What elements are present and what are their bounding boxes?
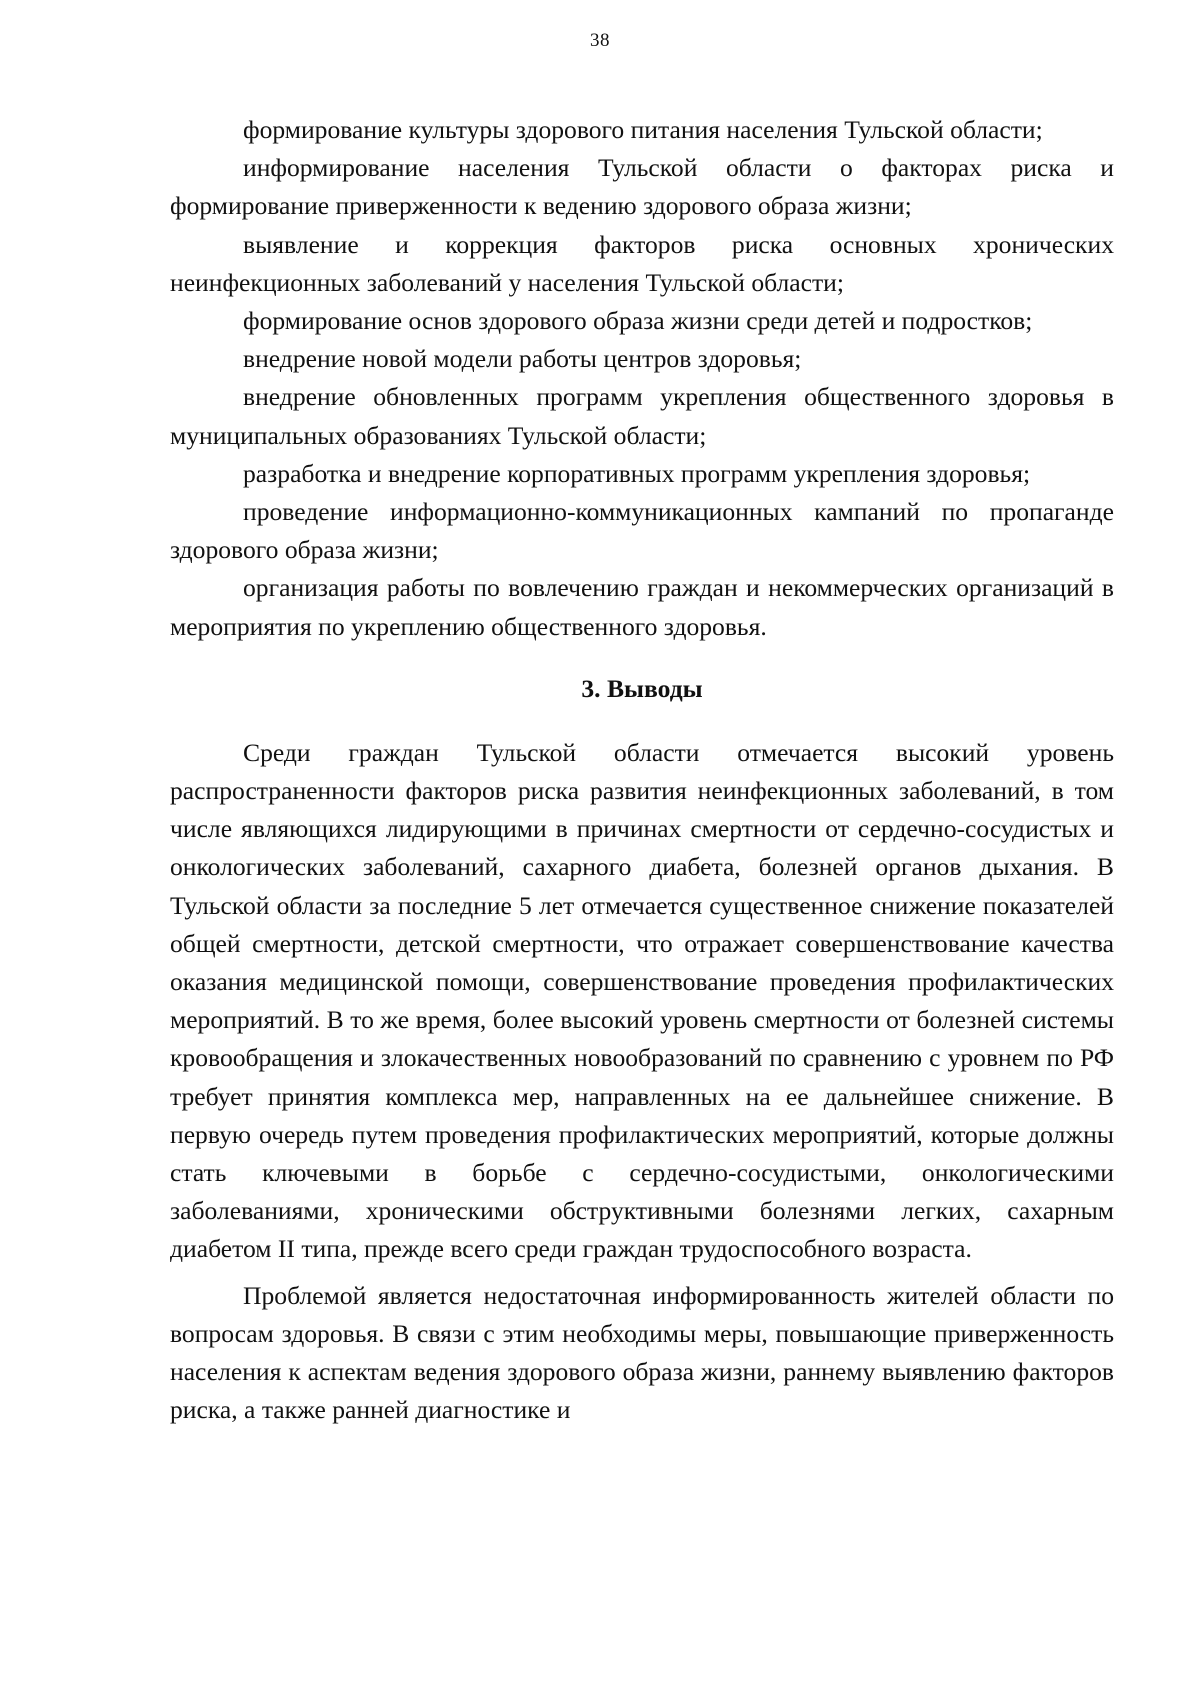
page-number: 38 [590, 30, 610, 51]
list-item: выявление и коррекция факторов риска основных хронических неинфекционных заболеваний у населения Тульской области; [170, 229, 1114, 297]
document-body [170, 111, 1114, 1430]
conclusion-paragraph: Проблемой является недостаточная информированность жителей области по вопросам здоровья. В связи с этим необходимы меры, повышающие приверженность населения к аспектам ведения здорового образа жизни, раннему выявлению факторов риска, а также ранней диагностике и [170, 1280, 1114, 1425]
list-item: внедрение обновленных программ укрепления общественного здоровья в муниципальных образованиях Тульской области; [170, 382, 1114, 450]
list-item: информирование населения Тульской области о факторах риска и формирование приверженности к ведению здорового образа жизни; [170, 153, 1114, 221]
conclusion-paragraph: Среди граждан Тульской области отмечается высокий уровень распространенности факторов риска развития неинфекционных заболеваний, в том числе являющихся лидирующими в причинах смертности от сердечно-сосудистых и онкологических заболеваний, сахарного диабета, болезней органов дыхания. В Тульской области за последние 5 лет отмечается существенное снижение показателей общей смертности, детской смертности, что отражает совершенствование качества оказания медицинской помощи, совершенствование проведения профилактических мероприятий. В то же время, более высокий уровень смертности от болезней системы кровообращения и злокачественных новообразований по сравнению с уровнем по РФ требует принятия комплекса мер, направленных на ее дальнейшее снижение. В первую очередь путем проведения профилактических мероприятий, которые должны стать ключевыми в борьбе с сердечно-сосудистыми, онкологическими заболеваниями, хроническими обструктивными болезнями легких, сахарным диабетом II типа, прежде всего среди граждан трудоспособного возраста. [170, 737, 1114, 1264]
list-item: формирование культуры здорового питания населения Тульской области; [243, 115, 1043, 144]
list-item: разработка и внедрение корпоративных программ укрепления здоровья; [243, 458, 1031, 488]
list-item: проведение информационно-коммуникационных кампаний по пропаганде здорового образа жизни; [170, 497, 1114, 565]
section-heading: 3. Выводы [581, 673, 703, 703]
list-item: формирование основ здорового образа жизни среди детей и подростков; [243, 306, 1033, 336]
list-item: организация работы по вовлечению граждан и некоммерческих организаций в мероприятия по укреплению общественного здоровья. [170, 573, 1114, 641]
list-item: внедрение новой модели работы центров здоровья; [243, 344, 802, 374]
